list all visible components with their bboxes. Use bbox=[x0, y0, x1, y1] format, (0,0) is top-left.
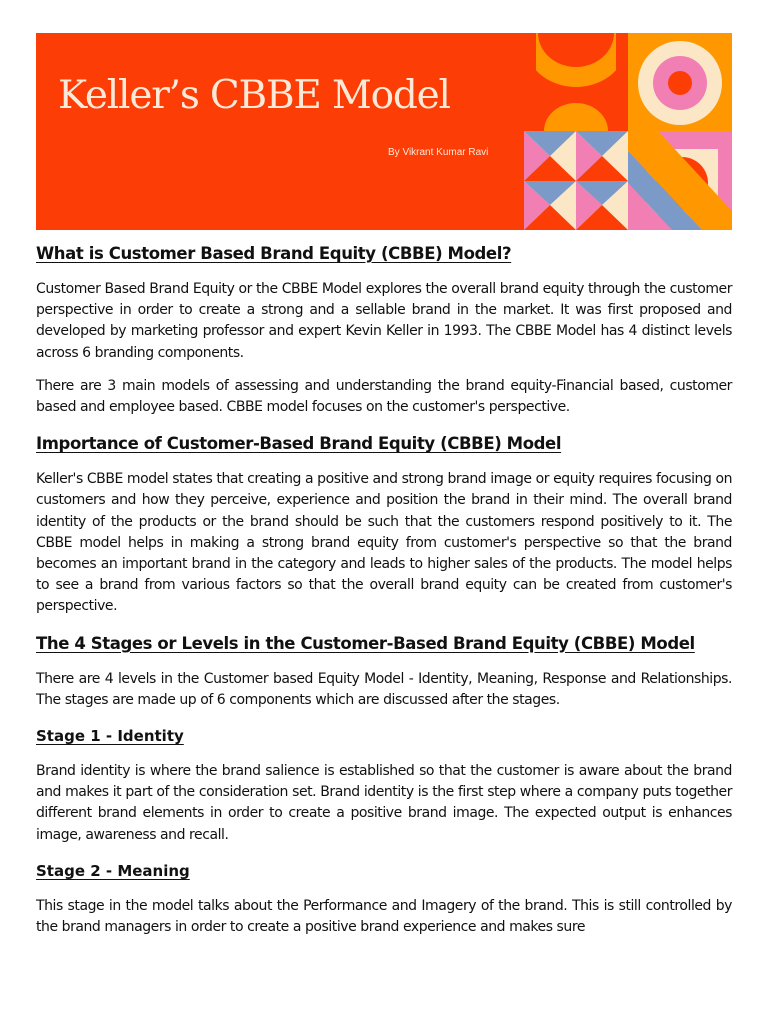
paragraph-stage-2: This stage in the model talks about the Performance and Imagery of the brand. This is still controlled by the brand managers in order to create a positive brand experience and makes sure bbox=[36, 897, 732, 936]
heading-stage-1: Stage 1 - Identity bbox=[36, 727, 184, 746]
paragraph-importance: Keller's CBBE model states that creating a positive and strong brand image or equity requires focusing on customers and how they perceive, experience and position the brand in their mind. The overall brand identity of the products or the brand should be such that the customers respond positively to it. The CBBE model helps in making a strong brand equity from customer's perspective so that the brand becomes an important brand in the category and leads to higher sales of the products. The model helps to see a brand from various factors so that the overall brand equity can be created from customer's perspective. bbox=[36, 471, 732, 615]
paragraph-four-stages: There are 4 levels in the Customer based Equity Model - Identity, Meaning, Response and Relationships. The stages are made up of 6 components which are discussed after the stages. bbox=[36, 670, 732, 708]
document-body bbox=[36, 244, 732, 938]
paragraph-stage-1: Brand identity is where the brand salience is established so that the customer is aware about the brand and makes it part of the consideration set. Brand identity is the first step where a company puts together different brand elements in order to create a positive brand image. The expected output is enhances image, awareness and recall. bbox=[36, 763, 732, 843]
document-title: Keller’s CBBE Model bbox=[58, 73, 450, 118]
paragraph-three-models: There are 3 main models of assessing and understanding the brand equity-Financial based, customer based and employee based. CBBE model focuses on the customer's perspective. bbox=[36, 377, 732, 416]
geometric-pattern bbox=[524, 33, 732, 230]
heading-stage-2: Stage 2 - Meaning bbox=[36, 861, 190, 880]
header-banner bbox=[36, 33, 732, 230]
paragraph-cbbe-intro: Customer Based Brand Equity or the CBBE Model explores the overall brand equity through the customer perspective in order to create a strong and a sellable brand in the market. It was first proposed and developed by marketing professor and expert Kevin Keller in 1993. The CBBE Model has 4 distinct levels across 6 branding components. bbox=[36, 281, 732, 361]
heading-what-is-cbbe: What is Customer Based Brand Equity (CBBE) Model? bbox=[36, 244, 512, 263]
heading-importance: Importance of Customer-Based Brand Equity (CBBE) Model bbox=[36, 434, 562, 454]
heading-four-stages: The 4 Stages or Levels in the Customer-Based Brand Equity (CBBE) Model bbox=[36, 633, 695, 653]
author-byline: By Vikrant Kumar Ravi bbox=[388, 147, 489, 158]
